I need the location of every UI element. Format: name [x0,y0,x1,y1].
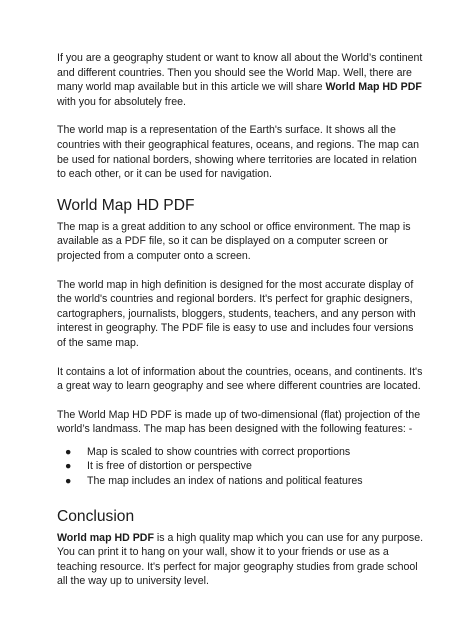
list-item-text: The map includes an index of nations and political features [87,475,363,488]
conclusion-text: is a high quality map which you can use for any purpose. You can print it to hang on your wall, show it to your friends or use as a teaching resource. It's perfect for major geography studies from grade school all the way up to university level. [57,531,424,588]
world-map-description-paragraph: The world map is a representation of the Earth's surface. It shows all the countries with their geographical features, oceans, and regions. The map can be used for national borders, showing where territories are located in relation to each other, or it can be used for navigation. [57,124,419,181]
list-item [65,445,424,460]
section-heading-world-map-hd-pdf: World Map HD PDF [57,196,195,214]
section-paragraph-1: The map is a great addition to any school or office environment. The map is available as a PDF file, so it can be displayed on a computer screen or projected from a computer onto a screen. [57,220,411,262]
intro-text-part2: with you for absolutely free. [57,95,186,108]
section-paragraph-2: The world map in high definition is designed for the most accurate display of the world's countries and regional borders. It's perfect for graphic designers, cartographers, journalists, bloggers, students, teachers, and any person with interest in geography. The PDF file is easy to use and includes four versions of the same map. [57,278,416,349]
section-paragraph-4: The World Map HD PDF is made up of two-dimensional (flat) projection of the world’s landmass. The map has been designed with the following features: - [57,408,421,436]
features-list [57,445,424,489]
bullet-icon: ● [65,445,72,458]
conclusion-paragraph [57,531,424,589]
conclusion-bold-title: World map HD PDF [57,531,154,544]
section-heading-conclusion: Conclusion [57,507,135,525]
bullet-icon: ● [65,475,72,488]
section-paragraph-3: It contains a lot of information about the countries, oceans, and continents. It's a great way to learn geography and see where different countries are located. [57,365,423,393]
intro-paragraph [57,51,424,109]
list-item-text: It is free of distortion or perspective [87,460,252,473]
list-item [65,474,424,489]
bullet-icon: ● [65,460,72,473]
intro-bold-title: World Map HD PDF [325,81,422,94]
intro-text-part1: If you are a geography student or want to know all about the World’s continent and different countries. Then you should see the World Map. Well, there are many world map available but in this article we will share [57,52,423,94]
list-item-text: Map is scaled to show countries with correct proportions [87,445,351,458]
list-item [65,459,424,474]
